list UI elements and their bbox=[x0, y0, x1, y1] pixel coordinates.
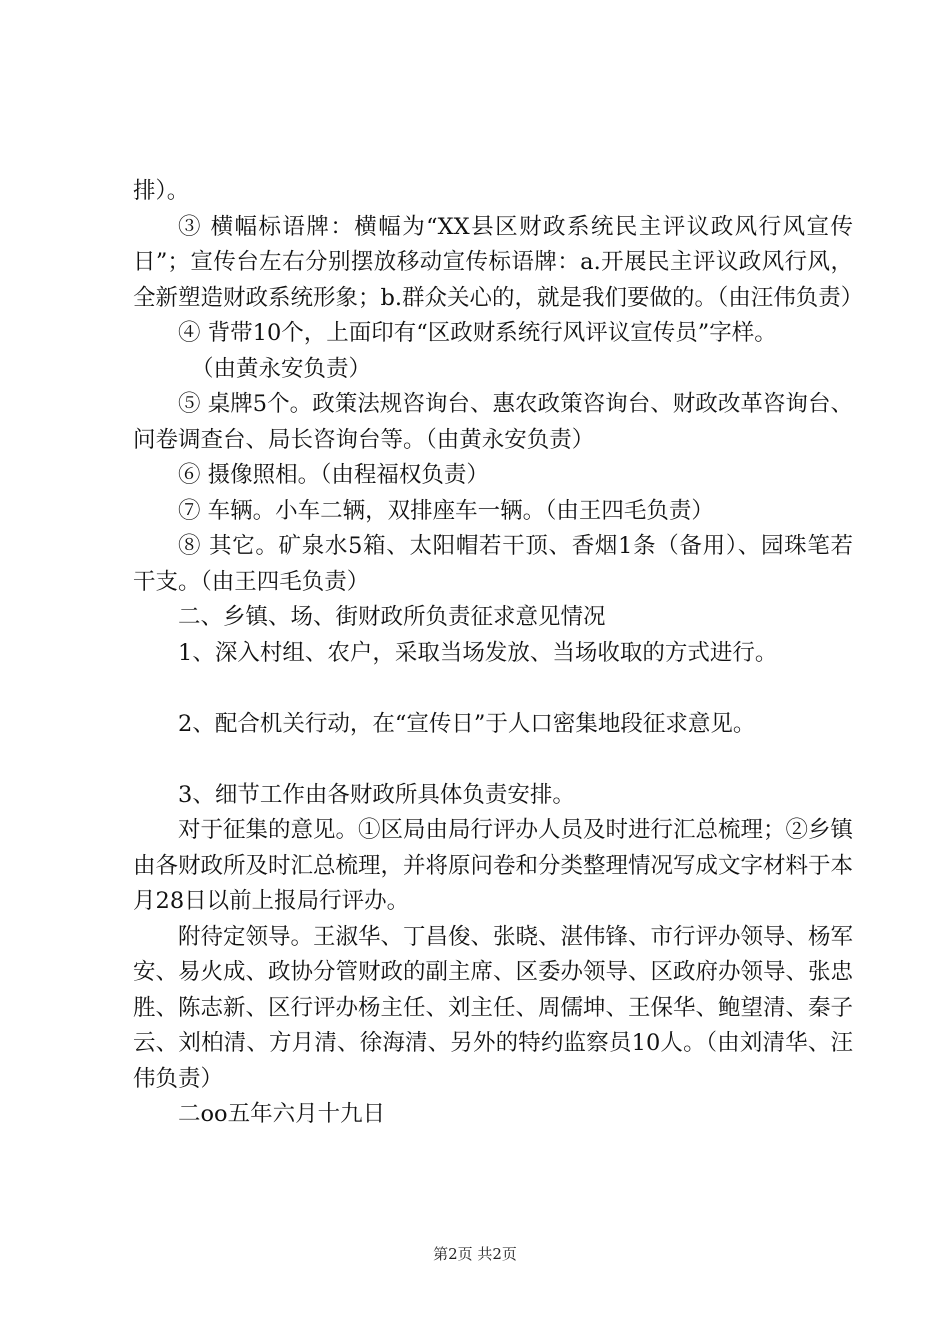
paragraph-item-2: 2、配合机关行动，在“宣传日”于人口密集地段征求意见。 bbox=[178, 710, 756, 737]
paragraph-banner-signs: ③ 横幅标语牌：横幅为“XX县区财政系统民主评议政风行风宣传日”；宣传台左右分别摆放移动宣传标语牌：a.开展民主评议政风行风，全新塑造财政系统形象；b.群众关心的，就是我们要做的。（由汪伟负责） bbox=[133, 213, 864, 311]
paragraph-sashes-responsible: （由黄永安负责） bbox=[191, 355, 372, 382]
document-date: 二oo五年六月十九日 bbox=[178, 1101, 386, 1127]
paragraph-photography: ⑥ 摄像照相。（由程福权负责） bbox=[178, 462, 489, 488]
paragraph-table-signs: ⑤ 桌牌5个。政策法规咨询台、惠农政策咨询台、财政改革咨询台、问卷调查台、局长咨询台等。（由黄永安负责） bbox=[133, 391, 853, 453]
paragraph-vehicles: ⑦ 车辆。小车二辆，双排座车一辆。（由王四毛负责） bbox=[178, 497, 714, 524]
paragraph-sashes: ④ 背带10个，上面印有“区政财系统行风评议宣传员”字样。 bbox=[178, 320, 777, 346]
page-footer: 第2页 共2页 bbox=[433, 1245, 517, 1263]
paragraph-item-3: 3、细节工作由各财政所具体负责安排。 bbox=[178, 781, 575, 808]
paragraph-opinions: 对于征集的意见。①区局由局行评办人员及时进行汇总梳理；②乡镇由各财政所及时汇总梳理，并将原问卷和分类整理情况写成文字材料于本月28日以前上报局行评办。 bbox=[133, 817, 854, 914]
blank-line bbox=[133, 671, 853, 707]
section-heading-two: 二、乡镇、场、街财政所负责征求意见情况 bbox=[178, 604, 606, 630]
paragraph-continuation: 排）。 bbox=[133, 178, 190, 204]
paragraph-others: ⑧ 其它。矿泉水5箱、太阳帽若干顶、香烟1条（备用）、园珠笔若干支。（由王四毛负责） bbox=[133, 533, 853, 595]
blank-line bbox=[133, 742, 853, 778]
paragraph-item-1: 1、深入村组、农户，采取当场发放、当场收取的方式进行。 bbox=[178, 639, 778, 666]
document-body bbox=[133, 174, 864, 1133]
paragraph-leaders: 附待定领导。王淑华、丁昌俊、张晓、湛伟锋、市行评办领导、杨军安、易火成、政协分管财政的副主席、区委办领导、区政府办领导、张忠胜、陈志新、区行评办杨主任、刘主任、周儒坤、王保华、鲍望清、秦子云、刘柏清、方月清、徐海清、另外的特约监察员10人。（由刘清华、汪伟负责） bbox=[133, 923, 854, 1092]
